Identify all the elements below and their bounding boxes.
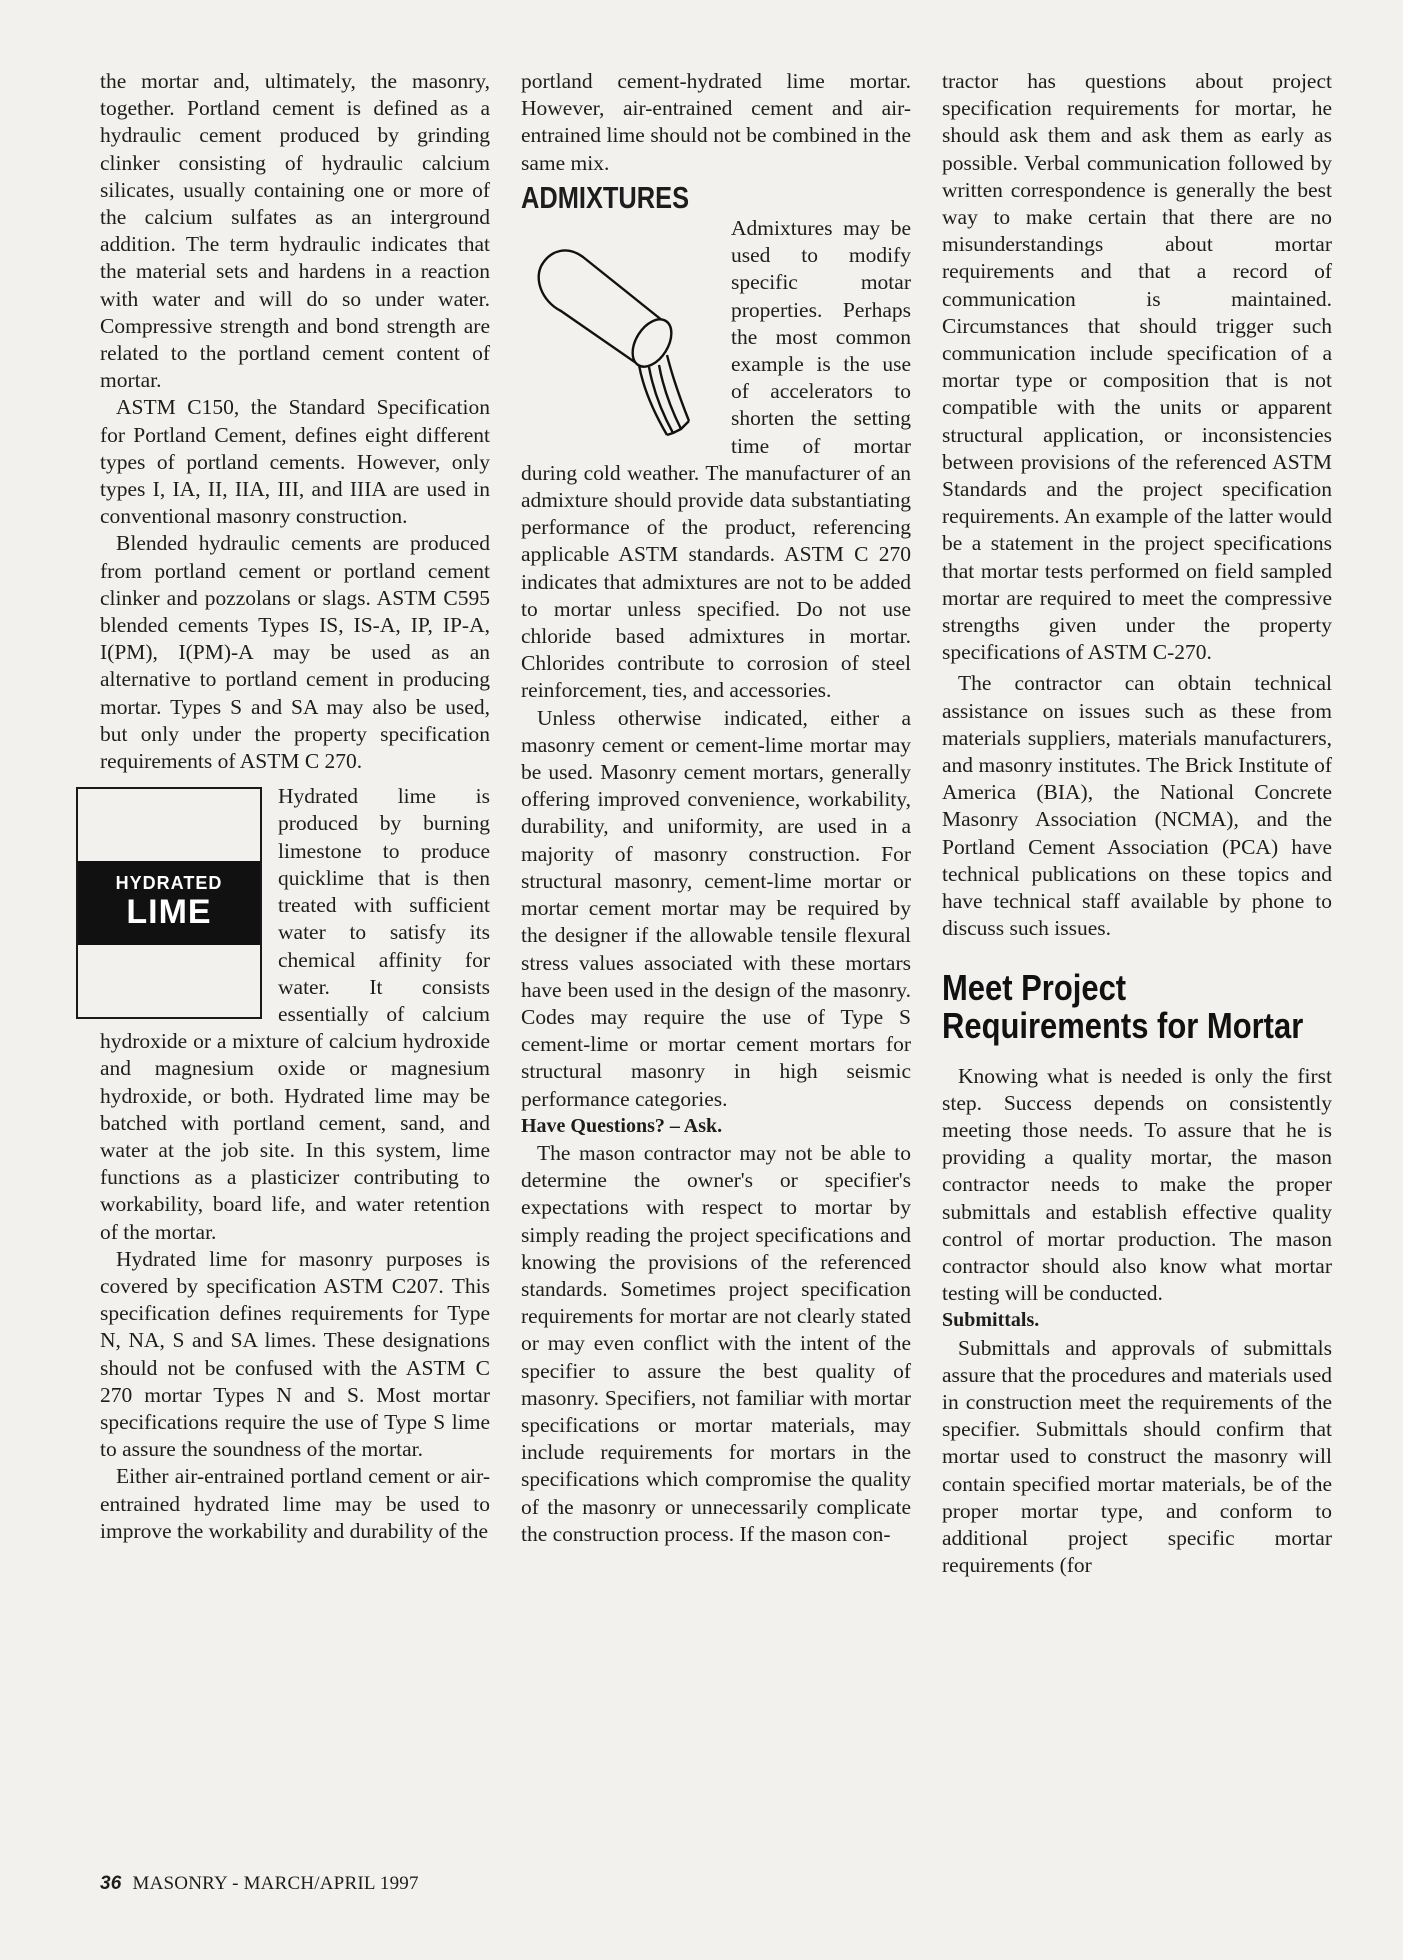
paragraph: Submittals and approvals of submittals assure that the procedures and materials used in construction meet the requirements of the specifier. Submittals should confirm that mortar used to construct the masonry will contain specified mortar materials, be of the proper mortar type, and conform to additional project specific mortar requirements (for (942, 1335, 1332, 1578)
publication-line: MASONRY - MARCH/APRIL 1997 (132, 1873, 419, 1894)
page-footer (100, 1873, 419, 1895)
paragraph: Either air-entrained portland cement or air-entrained hydrated lime may be used to improve the workability and durability of the (100, 1464, 490, 1543)
subheading: Have Questions? – Ask. (521, 1114, 723, 1137)
hydrated-lime-label (78, 861, 260, 945)
paragraph: portland cement-hydrated lime mortar. However, air-entrained cement and air-entrained lime should not be combined in the same mix. (521, 69, 911, 175)
paragraph: the mortar and, ultimately, the masonry, together. Portland cement is defined as a hydraulic cement produced by grinding clinker consisting of hydraulic calcium silicates, usually containing one or more of the calcium sulfates as an interground addition. The term hydraulic indicates that the material sets and hardens in a reaction with water and will do so under water. Compressive strength and bond strength are related to the portland cement content of mortar. (100, 69, 490, 393)
subheading: Submittals. (942, 1309, 1040, 1332)
paragraph: tractor has questions about project specification requirements for mortar, he should ask them and ask them as early as possible. Verbal communication followed by written correspondence is generally the best way to make certain that there are no misunderstandings about mortar requirements and that a record of communication is maintained. Circumstances that should trigger such communication include specification of a mortar type or composition that is not compatible with the units or apparent structural application, or inconsistencies between provisions of the referenced ASTM Standards and the project specification requirements. An example of the latter would be a statement in the project specifications that mortar tests performed on field sampled mortar are required to meet the compressive strengths given under the property specifications of ASTM C-270. (942, 69, 1332, 665)
page-number: 36 (100, 1873, 122, 1894)
paragraph: Blended hydraulic cements are produced from portland cement or portland cement clinker and pozzolans or slags. ASTM C595 blended cements Types IS, IS-A, IP, IP-A, I(PM), I(PM)-A may be used as an alternative to portland cement in producing mortar. Types S and SA may also be used, but only under the property specification requirements of ASTM C 270. (100, 531, 490, 774)
paragraph: The contractor can obtain technical assistance on issues such as these from materials suppliers, materials manufacturers, and masonry institutes. The Brick Institute of America (BIA), the National Concrete Masonry Association (NCMA), and the Portland Cement Association (PCA) have technical publications on these topics and have technical staff available by phone to discuss such issues. (942, 671, 1332, 941)
paragraph: Admixtures may be used to modify specific motar properties. Perhaps the most common example is the use of accelerators to shorten the setting time of mortar during cold weather. The manufacturer of an admixture should provide data substantiating performance of the product, referencing applicable ASTM standards. ASTM C 270 indicates that admixtures are not to be added to mortar unless specified. Do not use chloride based admixtures in mortar. Chlorides contribute to corrosion of steel reinforcement, ties, and accessories. (521, 216, 911, 703)
paragraph: Knowing what is needed is only the first step. Success depends on consistently meeting those needs. To assure that he is providing a quality mortar, the mason contractor needs to make the proper submittals and establish effective quality control of mortar production. The mason contractor should also know what mortar testing will be conducted. (942, 1063, 1332, 1306)
paragraph: The mason contractor may not be able to determine the owner's or specifier's expectations with respect to mortar by simply reading the project specifications and knowing the provisions of the referenced standards. Sometimes project specification requirements for mortar are not clearly stated or may even conflict with the intent of the specifier to assure the best quality of masonry. Specifiers, not familiar with mortar specifications or mortar materials, may include requirements for mortars in the specifications which compromise the quality of the masonry or unnecessarily complicate the construction process. If the mason con- (521, 1140, 911, 1546)
section-title (942, 966, 1338, 1046)
paragraph: Hydrated lime is produced by burning limestone to produce quicklime that is then treated with sufficient water to satisfy its chemical affinity for water. It consists essentially of calcium hydroxide or a mixture of calcium hydroxide and magnesium oxide or magnesium hydroxide, or both. Hydrated lime may be batched with portland cement, sand, and water at the job site. In this system, lime functions as a plasticizer contributing to workability, board life, and water retention of the mortar. (100, 784, 490, 1244)
paragraph: Unless otherwise indicated, either a masonry cement or cement-lime mortar may be used. Masonry cement mortars, generally offering improved convenience, workability, durability, and uniformity, are used in a majority of masonry construction. For structural masonry, cement-lime mortar or mortar cement mortar may be required by the designer if the allowable tensile flexural stress values associated with these mortars have been used in the design of the masonry. Codes may require the use of Type S cement-lime or mortar cement mortars for structural masonry in high seismic performance categories. (521, 705, 911, 1111)
section-title-line2: Requirements for Mortar (942, 1004, 1304, 1046)
paragraph: ASTM C150, the Standard Specification for Portland Cement, defines eight different types of portland cements. However, only types I, IA, II, IIA, III, and IIIA are used in conventional masonry construction. (100, 395, 490, 529)
admixtures-heading-row (521, 177, 911, 215)
admixtures-heading: ADMIXTURES (521, 179, 690, 215)
hydrated-lime-label-line2: LIME (126, 893, 212, 932)
section-title-line1: Meet Project (942, 966, 1127, 1008)
column-2 (521, 68, 911, 1548)
paragraph: Hydrated lime for masonry purposes is covered by specification ASTM C207. This specification defines requirements for Type N, NA, S and SA limes. These designations should not be confused with the ASTM C 270 mortar Types N and S. Most mortar specifications require the use of Type S lime to assure the soundness of the mortar. (100, 1246, 490, 1462)
column-1 (100, 68, 490, 1545)
hydrated-lime-sidebar-box (76, 787, 262, 1019)
hydrated-lime-label-line1: HYDRATED (115, 873, 223, 894)
pouring-pipe-icon (521, 215, 721, 455)
column-3 (942, 68, 1332, 1579)
